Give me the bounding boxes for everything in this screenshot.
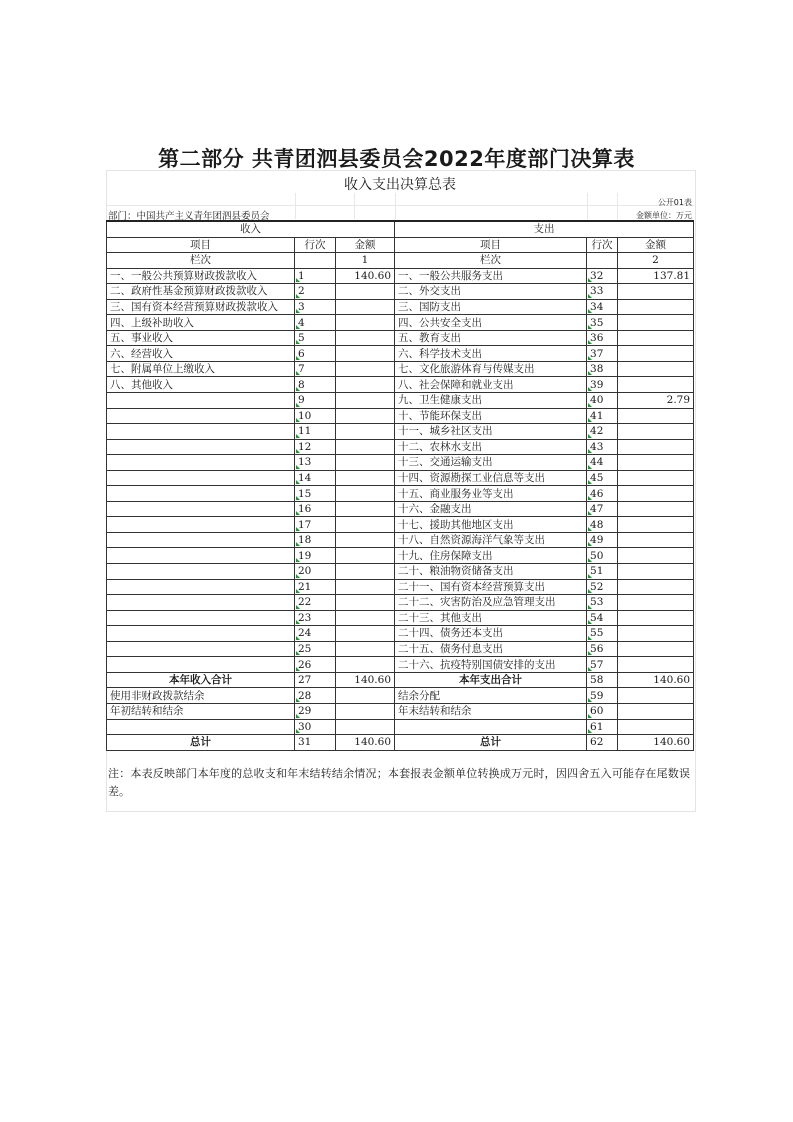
table-row [107, 595, 694, 611]
balance-rows [107, 688, 694, 735]
income-item-cell [107, 408, 295, 424]
income-col-blank [295, 253, 336, 269]
table-row [107, 361, 694, 377]
income-rowno-cell: 1 [295, 268, 336, 284]
expense-item-cell: 十八、自然资源海洋气象等支出 [395, 532, 587, 548]
expense-item-cell: 二十二、灾害防治及应急管理支出 [395, 595, 587, 611]
expense-item-cell: 十六、金融支出 [395, 501, 587, 517]
expense-item-cell: 十九、住房保障支出 [395, 548, 587, 564]
expense-item-cell: 十四、资源勘探工业信息等支出 [395, 470, 587, 486]
footnote: 注：本表反映部门本年度的总收支和年末结转结余情况；本套报表金额单位转换成万元时，因四舍五入可能存在尾数误差。 [108, 767, 690, 798]
expense-rowno-cell: 55 [587, 626, 618, 642]
expense-item-cell: 二十一、国有资本经营预算支出 [395, 579, 587, 595]
table-row [107, 579, 694, 595]
income-rowno-cell: 19 [295, 548, 336, 564]
expense-item-cell: 七、文化旅游体育与传媒支出 [395, 361, 587, 377]
expense-amount-header: 金额 [618, 237, 694, 253]
income-item-cell [107, 719, 295, 735]
income-item-cell [107, 517, 295, 533]
expense-rowno-cell: 44 [587, 455, 618, 471]
income-amount-cell [336, 548, 395, 564]
income-amount-cell [336, 703, 395, 719]
income-rowno-cell: 22 [295, 595, 336, 611]
expense-item-cell: 一、一般公共服务支出 [395, 268, 587, 284]
expense-rowno-cell: 54 [587, 610, 618, 626]
income-rowno-cell: 24 [295, 626, 336, 642]
expense-item-cell: 十七、援助其他地区支出 [395, 517, 587, 533]
expense-item-cell: 结余分配 [395, 688, 587, 704]
table-row [107, 626, 694, 642]
total-year-row [107, 672, 694, 688]
expense-amount-cell [618, 641, 694, 657]
table-row [107, 330, 694, 346]
income-amount-cell [336, 532, 395, 548]
expense-amount-cell [618, 299, 694, 315]
income-item-cell [107, 564, 295, 580]
income-item-cell: 年初结转和结余 [107, 703, 295, 719]
expense-item-cell: 十二、农林水支出 [395, 439, 587, 455]
expense-rowno-cell: 46 [587, 486, 618, 502]
expense-rowno-cell: 40 [587, 393, 618, 409]
expense-rowno-cell: 49 [587, 532, 618, 548]
table-row [107, 501, 694, 517]
expense-amount-cell [618, 361, 694, 377]
income-item-cell [107, 626, 295, 642]
income-rowno-cell: 11 [295, 424, 336, 440]
expense-rowno-cell: 39 [587, 377, 618, 393]
income-rowno-cell: 5 [295, 330, 336, 346]
income-item-cell [107, 424, 295, 440]
expense-item-cell: 二十、粮油物资储备支出 [395, 564, 587, 580]
income-amount-cell [336, 501, 395, 517]
income-expense-table [106, 220, 694, 751]
expense-rowno-cell: 60 [587, 703, 618, 719]
income-rowno-cell: 12 [295, 439, 336, 455]
income-amount-cell [336, 486, 395, 502]
income-amount-cell [336, 330, 395, 346]
income-amount-cell [336, 439, 395, 455]
expense-amount-cell [618, 595, 694, 611]
income-amount-cell [336, 424, 395, 440]
table-row [107, 517, 694, 533]
expense-col-label: 栏次 [395, 253, 587, 269]
table-row [107, 299, 694, 315]
income-item-cell: 六、经营收入 [107, 346, 295, 362]
income-rowno-cell: 25 [295, 641, 336, 657]
expense-rowno-cell: 33 [587, 284, 618, 300]
page-title: 第二部分 共青团泗县委员会2022年度部门决算表 [158, 147, 635, 171]
income-item-header: 项目 [107, 237, 295, 253]
expense-rowno-cell: 41 [587, 408, 618, 424]
table-row [107, 284, 694, 300]
expense-amount-cell [618, 579, 694, 595]
income-rowno-cell: 18 [295, 532, 336, 548]
expense-amount-cell [618, 439, 694, 455]
income-rowno-cell: 30 [295, 719, 336, 735]
income-total-amount: 140.60 [336, 672, 395, 688]
expense-amount-cell [618, 346, 694, 362]
income-grand-rowno: 31 [295, 735, 336, 751]
income-amount-cell: 140.60 [336, 268, 395, 284]
expense-amount-cell [618, 501, 694, 517]
income-item-cell: 一、一般公共预算财政拨款收入 [107, 268, 295, 284]
table-row [107, 486, 694, 502]
income-item-cell: 四、上级补助收入 [107, 315, 295, 331]
income-rowno-cell: 28 [295, 688, 336, 704]
table-row [107, 408, 694, 424]
expense-amount-cell [618, 688, 694, 704]
table-row [107, 424, 694, 440]
income-amount-cell [336, 299, 395, 315]
expense-item-cell: 九、卫生健康支出 [395, 393, 587, 409]
expense-rowno-cell: 43 [587, 439, 618, 455]
expense-item-cell: 八、社会保障和就业支出 [395, 377, 587, 393]
expense-item-cell: 四、公共安全支出 [395, 315, 587, 331]
expense-grand-label: 总计 [395, 735, 587, 751]
income-item-cell [107, 501, 295, 517]
expense-amount-cell [618, 657, 694, 673]
income-rowno-cell: 7 [295, 361, 336, 377]
income-amount-cell [336, 641, 395, 657]
expense-item-cell [395, 719, 587, 735]
table-row [107, 657, 694, 673]
income-item-cell [107, 641, 295, 657]
expense-item-cell: 十五、商业服务业等支出 [395, 486, 587, 502]
income-rowno-cell: 15 [295, 486, 336, 502]
income-rowno-cell: 23 [295, 610, 336, 626]
expense-item-cell: 二十三、其他支出 [395, 610, 587, 626]
section-header-row [107, 221, 694, 237]
income-rowno-cell: 16 [295, 501, 336, 517]
table-row [107, 268, 694, 284]
income-amount-cell [336, 688, 395, 704]
detail-rows [107, 268, 694, 672]
expense-amount-cell: 137.81 [618, 268, 694, 284]
income-amount-cell [336, 408, 395, 424]
income-item-cell [107, 439, 295, 455]
income-col-label: 栏次 [107, 253, 295, 269]
income-amount-cell [336, 657, 395, 673]
table-row [107, 610, 694, 626]
expense-total-amount: 140.60 [618, 672, 694, 688]
table-subtitle: 收入支出决算总表 [344, 177, 456, 193]
income-item-cell [107, 486, 295, 502]
table-row [107, 641, 694, 657]
expense-rowno-cell: 42 [587, 424, 618, 440]
income-item-cell: 二、政府性基金预算财政拨款收入 [107, 284, 295, 300]
income-rowno-cell: 8 [295, 377, 336, 393]
income-grand-amount: 140.60 [336, 735, 395, 751]
expense-total-label: 本年支出合计 [395, 672, 587, 688]
income-rowno-cell: 2 [295, 284, 336, 300]
expense-item-cell: 年末结转和结余 [395, 703, 587, 719]
table-row [107, 688, 694, 704]
expense-total-rowno: 58 [587, 672, 618, 688]
expense-grand-amount: 140.60 [618, 735, 694, 751]
income-amount-cell [336, 595, 395, 611]
table-row [107, 564, 694, 580]
income-item-cell [107, 579, 295, 595]
income-item-cell [107, 470, 295, 486]
expense-item-header: 项目 [395, 237, 587, 253]
expense-rowno-cell: 37 [587, 346, 618, 362]
table-row [107, 455, 694, 471]
table-row [107, 315, 694, 331]
expense-amount-cell [618, 626, 694, 642]
amount-unit: 金额单位：万元 [636, 211, 692, 220]
table-row [107, 377, 694, 393]
income-amount-cell [336, 393, 395, 409]
expense-item-cell: 二十六、抗疫特别国债安排的支出 [395, 657, 587, 673]
table-row [107, 346, 694, 362]
income-rowno-cell: 29 [295, 703, 336, 719]
expense-rowno-cell: 50 [587, 548, 618, 564]
income-grand-label: 总计 [107, 735, 295, 751]
income-amount-cell [336, 315, 395, 331]
column-header-row [107, 237, 694, 253]
expense-rowno-cell: 56 [587, 641, 618, 657]
expense-item-cell: 五、教育支出 [395, 330, 587, 346]
income-total-rowno: 27 [295, 672, 336, 688]
income-amount-cell [336, 470, 395, 486]
expense-amount-cell [618, 719, 694, 735]
income-amount-cell [336, 377, 395, 393]
expense-amount-cell [618, 486, 694, 502]
income-rowno-cell: 21 [295, 579, 336, 595]
expense-rowno-cell: 59 [587, 688, 618, 704]
income-item-cell: 五、事业收入 [107, 330, 295, 346]
income-amount-header: 金额 [336, 237, 395, 253]
expense-item-cell: 二十四、债务还本支出 [395, 626, 587, 642]
table-row [107, 393, 694, 409]
income-item-cell: 七、附属单位上缴收入 [107, 361, 295, 377]
expense-amount-cell [618, 377, 694, 393]
income-amount-cell [336, 455, 395, 471]
expense-rowno-cell: 51 [587, 564, 618, 580]
expense-amount-cell [618, 517, 694, 533]
income-item-cell [107, 657, 295, 673]
expense-rowno-cell: 47 [587, 501, 618, 517]
expense-amount-cell [618, 455, 694, 471]
income-amount-cell [336, 564, 395, 580]
income-item-cell [107, 393, 295, 409]
expense-amount-cell [618, 470, 694, 486]
expense-header: 支出 [395, 221, 694, 237]
income-amount-cell [336, 719, 395, 735]
table-row [107, 719, 694, 735]
income-item-cell: 八、其他收入 [107, 377, 295, 393]
income-amount-cell [336, 626, 395, 642]
income-item-cell [107, 532, 295, 548]
table-row [107, 470, 694, 486]
expense-rowno-cell: 48 [587, 517, 618, 533]
expense-rowno-cell: 61 [587, 719, 618, 735]
income-item-cell [107, 595, 295, 611]
expense-rowno-cell: 35 [587, 315, 618, 331]
expense-item-cell: 六、科学技术支出 [395, 346, 587, 362]
expense-rowno-header: 行次 [587, 237, 618, 253]
income-amount-cell [336, 610, 395, 626]
income-amount-cell [336, 361, 395, 377]
income-item-cell [107, 548, 295, 564]
expense-amount-cell [618, 408, 694, 424]
expense-col-number: 2 [618, 253, 694, 269]
income-amount-cell [336, 579, 395, 595]
income-rowno-cell: 17 [295, 517, 336, 533]
expense-rowno-cell: 57 [587, 657, 618, 673]
table-code: 公开01表 [657, 198, 692, 207]
income-rowno-cell: 14 [295, 470, 336, 486]
expense-rowno-cell: 53 [587, 595, 618, 611]
income-col-number: 1 [336, 253, 395, 269]
income-header: 收入 [107, 221, 395, 237]
expense-grand-rowno: 62 [587, 735, 618, 751]
income-total-label: 本年收入合计 [107, 672, 295, 688]
expense-item-cell: 二、外交支出 [395, 284, 587, 300]
department-label: 部门：中国共产主义青年团泗县委员会 [108, 211, 270, 222]
income-rowno-cell: 10 [295, 408, 336, 424]
income-rowno-cell: 20 [295, 564, 336, 580]
expense-amount-cell [618, 315, 694, 331]
expense-amount-cell [618, 330, 694, 346]
expense-amount-cell [618, 548, 694, 564]
income-item-cell: 三、国有资本经营预算财政拨款收入 [107, 299, 295, 315]
expense-rowno-cell: 36 [587, 330, 618, 346]
expense-rowno-cell: 32 [587, 268, 618, 284]
income-amount-cell [336, 517, 395, 533]
expense-rowno-cell: 38 [587, 361, 618, 377]
expense-item-cell: 十、节能环保支出 [395, 408, 587, 424]
expense-rowno-cell: 52 [587, 579, 618, 595]
expense-amount-cell [618, 564, 694, 580]
income-item-cell [107, 455, 295, 471]
income-item-cell: 使用非财政拨款结余 [107, 688, 295, 704]
expense-rowno-cell: 34 [587, 299, 618, 315]
expense-amount-cell: 2.79 [618, 393, 694, 409]
income-rowno-cell: 13 [295, 455, 336, 471]
table-row [107, 532, 694, 548]
income-rowno-cell: 6 [295, 346, 336, 362]
income-item-cell [107, 610, 295, 626]
income-rowno-cell: 3 [295, 299, 336, 315]
expense-amount-cell [618, 610, 694, 626]
income-rowno-header: 行次 [295, 237, 336, 253]
expense-amount-cell [618, 284, 694, 300]
expense-item-cell: 三、国防支出 [395, 299, 587, 315]
expense-amount-cell [618, 703, 694, 719]
expense-item-cell: 十三、交通运输支出 [395, 455, 587, 471]
grand-total-row [107, 735, 694, 751]
income-rowno-cell: 26 [295, 657, 336, 673]
expense-rowno-cell: 45 [587, 470, 618, 486]
expense-item-cell: 二十五、债务付息支出 [395, 641, 587, 657]
income-rowno-cell: 4 [295, 315, 336, 331]
expense-item-cell: 十一、城乡社区支出 [395, 424, 587, 440]
income-amount-cell [336, 346, 395, 362]
expense-amount-cell [618, 424, 694, 440]
column-label-row [107, 253, 694, 269]
table-row [107, 439, 694, 455]
table-row [107, 703, 694, 719]
expense-col-blank [587, 253, 618, 269]
table-row [107, 548, 694, 564]
expense-amount-cell [618, 532, 694, 548]
income-amount-cell [336, 284, 395, 300]
income-rowno-cell: 9 [295, 393, 336, 409]
